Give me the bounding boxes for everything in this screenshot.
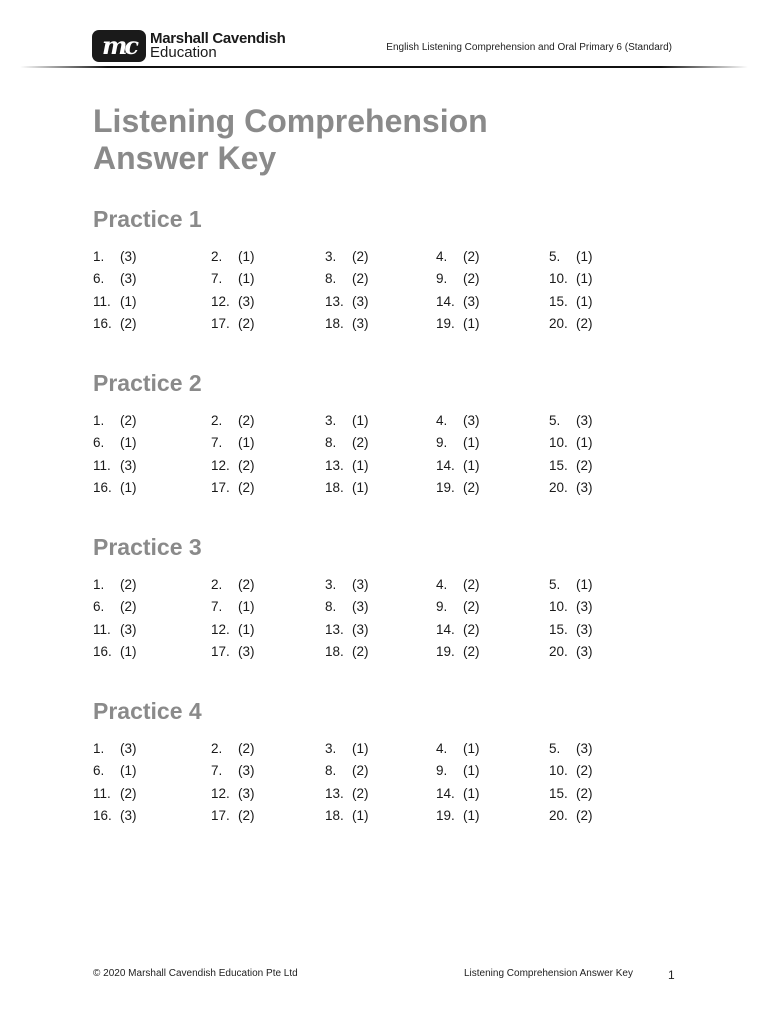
answer-option: (3) [120, 248, 137, 264]
answer-item [93, 737, 211, 760]
answer-option: (2) [120, 785, 137, 801]
answer-item [93, 641, 211, 664]
answer-item [211, 268, 325, 291]
question-number: 17. [211, 644, 230, 660]
answer-item [436, 313, 549, 336]
question-number: 7. [211, 599, 223, 615]
answer-option: (3) [463, 412, 480, 428]
answer-item [325, 409, 436, 432]
answer-option: (3) [352, 599, 369, 615]
answer-item [211, 618, 325, 641]
answer-item [436, 268, 549, 291]
answer-item [549, 477, 653, 500]
footer-copyright: © 2020 Marshall Cavendish Education Pte Ltd [93, 968, 298, 979]
answer-item [325, 596, 436, 619]
question-number: 1. [93, 576, 105, 592]
answer-item [211, 782, 325, 805]
question-number: 14. [436, 457, 455, 473]
question-number: 17. [211, 808, 230, 824]
question-number: 16. [93, 316, 112, 332]
answer-item [325, 245, 436, 268]
question-number: 1. [93, 412, 105, 428]
question-number: 18. [325, 644, 344, 660]
answer-item [211, 641, 325, 664]
answer-option: (2) [238, 412, 255, 428]
page-header [0, 0, 768, 72]
answer-item [549, 596, 653, 619]
answer-option: (1) [576, 435, 593, 451]
answer-option: (3) [238, 644, 255, 660]
answer-item [549, 573, 653, 596]
answer-grid [93, 409, 653, 499]
answer-item [93, 290, 211, 313]
question-number: 7. [211, 763, 223, 779]
question-number: 19. [436, 316, 455, 332]
answer-item [325, 618, 436, 641]
answer-option: (1) [463, 785, 480, 801]
answer-option: (3) [576, 599, 593, 615]
answer-item [211, 409, 325, 432]
question-number: 3. [325, 248, 337, 264]
question-number: 5. [549, 412, 561, 428]
footer-document-name: Listening Comprehension Answer Key [464, 968, 633, 979]
question-number: 19. [436, 644, 455, 660]
answer-option: (2) [576, 763, 593, 779]
answer-option: (1) [352, 412, 369, 428]
answer-item [211, 432, 325, 455]
question-number: 4. [436, 248, 448, 264]
publisher-logo [92, 30, 285, 62]
question-number: 2. [211, 412, 223, 428]
question-number: 2. [211, 248, 223, 264]
question-number: 7. [211, 435, 223, 451]
question-number: 10. [549, 435, 568, 451]
answer-item [549, 290, 653, 313]
answer-option: (1) [120, 644, 137, 660]
answer-item [325, 737, 436, 760]
answer-option: (1) [576, 271, 593, 287]
question-number: 11. [93, 293, 111, 309]
answer-item [549, 782, 653, 805]
question-number: 15. [549, 621, 568, 637]
answer-option: (1) [120, 763, 137, 779]
answer-item [549, 432, 653, 455]
question-number: 7. [211, 271, 223, 287]
answer-item [436, 760, 549, 783]
question-number: 11. [93, 621, 111, 637]
question-number: 5. [549, 248, 561, 264]
question-number: 20. [549, 644, 568, 660]
question-number: 20. [549, 808, 568, 824]
answer-option: (1) [576, 576, 593, 592]
question-number: 20. [549, 316, 568, 332]
answer-option: (1) [576, 293, 593, 309]
answer-item [436, 573, 549, 596]
answer-option: (2) [238, 457, 255, 473]
practice-section [93, 205, 653, 335]
answer-item [436, 409, 549, 432]
answer-item [549, 268, 653, 291]
answer-option: (2) [238, 740, 255, 756]
answer-item [549, 409, 653, 432]
answer-item [436, 641, 549, 664]
answer-item [436, 245, 549, 268]
answer-item [436, 782, 549, 805]
answer-option: (2) [463, 599, 480, 615]
practice-section [93, 533, 653, 663]
answer-item [93, 573, 211, 596]
question-number: 1. [93, 740, 105, 756]
question-number: 6. [93, 599, 105, 615]
answer-option: (1) [463, 316, 480, 332]
question-number: 4. [436, 576, 448, 592]
question-number: 17. [211, 480, 230, 496]
answer-option: (2) [352, 785, 369, 801]
answer-option: (2) [576, 316, 593, 332]
answer-item [325, 805, 436, 828]
answer-option: (2) [463, 271, 480, 287]
answer-item [436, 432, 549, 455]
section-heading: Practice 1 [93, 206, 202, 232]
answer-item [549, 454, 653, 477]
answer-item [549, 641, 653, 664]
answer-option: (2) [463, 621, 480, 637]
answer-option: (1) [120, 435, 137, 451]
book-title: English Listening Comprehension and Oral Primary 6 (Standard) [386, 42, 672, 53]
answer-item [211, 313, 325, 336]
question-number: 11. [93, 785, 111, 801]
answer-option: (2) [463, 576, 480, 592]
answer-option: (3) [576, 412, 593, 428]
answer-item [436, 596, 549, 619]
answer-grid [93, 737, 653, 827]
answer-option: (3) [463, 293, 480, 309]
question-number: 10. [549, 271, 568, 287]
question-number: 13. [325, 293, 344, 309]
answer-option: (3) [120, 808, 137, 824]
page-number: 1 [668, 968, 675, 982]
question-number: 5. [549, 740, 561, 756]
answer-item [93, 760, 211, 783]
answer-item [325, 573, 436, 596]
question-number: 11. [93, 457, 111, 473]
answer-option: (2) [238, 480, 255, 496]
question-number: 16. [93, 644, 112, 660]
question-number: 5. [549, 576, 561, 592]
question-number: 8. [325, 435, 337, 451]
answer-option: (1) [352, 740, 369, 756]
answer-item [549, 313, 653, 336]
answer-item [549, 760, 653, 783]
question-number: 18. [325, 808, 344, 824]
answer-item [549, 805, 653, 828]
answer-item [436, 805, 549, 828]
answer-item [211, 477, 325, 500]
answer-option: (2) [576, 785, 593, 801]
answer-option: (3) [120, 271, 137, 287]
answer-option: (1) [238, 621, 255, 637]
answer-option: (3) [352, 293, 369, 309]
answer-item [325, 477, 436, 500]
answer-item [93, 618, 211, 641]
answer-item [436, 454, 549, 477]
question-number: 6. [93, 763, 105, 779]
answer-item [93, 432, 211, 455]
answer-option: (2) [463, 644, 480, 660]
question-number: 15. [549, 293, 568, 309]
question-number: 3. [325, 412, 337, 428]
answer-item [93, 409, 211, 432]
answer-item [325, 432, 436, 455]
question-number: 3. [325, 740, 337, 756]
answer-item [436, 290, 549, 313]
answer-item [93, 245, 211, 268]
answer-item [211, 454, 325, 477]
answer-item [93, 782, 211, 805]
question-number: 15. [549, 785, 568, 801]
question-number: 3. [325, 576, 337, 592]
question-number: 9. [436, 435, 448, 451]
question-number: 13. [325, 457, 344, 473]
answer-item [211, 805, 325, 828]
question-number: 2. [211, 740, 223, 756]
question-number: 14. [436, 293, 455, 309]
question-number: 12. [211, 293, 230, 309]
question-number: 19. [436, 808, 455, 824]
answer-option: (2) [120, 316, 137, 332]
question-number: 2. [211, 576, 223, 592]
question-number: 17. [211, 316, 230, 332]
answer-option: (3) [120, 740, 137, 756]
question-number: 4. [436, 412, 448, 428]
answer-option: (2) [238, 808, 255, 824]
question-number: 6. [93, 435, 105, 451]
answer-option: (2) [238, 576, 255, 592]
answer-item [93, 477, 211, 500]
question-number: 20. [549, 480, 568, 496]
answer-option: (1) [463, 740, 480, 756]
answer-option: (1) [463, 435, 480, 451]
answer-option: (3) [238, 763, 255, 779]
answer-option: (2) [238, 316, 255, 332]
question-number: 18. [325, 480, 344, 496]
answer-option: (1) [238, 599, 255, 615]
question-number: 4. [436, 740, 448, 756]
practice-section [93, 697, 653, 827]
logo-text [150, 32, 285, 60]
answer-option: (2) [576, 457, 593, 473]
page-title-line1: Listening Comprehension [93, 103, 488, 139]
answer-option: (2) [352, 644, 369, 660]
answer-item [436, 737, 549, 760]
answer-item [436, 477, 549, 500]
answer-item [325, 290, 436, 313]
answer-option: (3) [352, 316, 369, 332]
question-number: 8. [325, 763, 337, 779]
section-heading: Practice 4 [93, 698, 202, 724]
page-title-line2: Answer Key [93, 140, 277, 176]
answer-item [93, 268, 211, 291]
question-number: 10. [549, 599, 568, 615]
answer-item [93, 596, 211, 619]
answer-item [436, 618, 549, 641]
question-number: 9. [436, 271, 448, 287]
answer-option: (1) [463, 808, 480, 824]
answer-grid [93, 573, 653, 663]
answer-option: (1) [463, 763, 480, 779]
answer-grid [93, 245, 653, 335]
answer-option: (1) [352, 480, 369, 496]
section-heading: Practice 3 [93, 534, 202, 560]
answer-option: (3) [120, 621, 137, 637]
answer-item [93, 313, 211, 336]
section-heading: Practice 2 [93, 370, 202, 396]
answer-option: (2) [352, 763, 369, 779]
answer-item [549, 245, 653, 268]
answer-option: (1) [238, 271, 255, 287]
answer-item [549, 737, 653, 760]
answer-option: (2) [463, 480, 480, 496]
question-number: 18. [325, 316, 344, 332]
question-number: 15. [549, 457, 568, 473]
question-number: 6. [93, 271, 105, 287]
answer-option: (2) [352, 271, 369, 287]
answer-item [211, 290, 325, 313]
answer-item [211, 596, 325, 619]
question-number: 1. [93, 248, 105, 264]
answer-item [325, 268, 436, 291]
answer-item [211, 573, 325, 596]
answer-item [93, 454, 211, 477]
answer-option: (2) [352, 435, 369, 451]
answer-option: (3) [576, 644, 593, 660]
logo-publisher-name: Marshall Cavendish [150, 30, 286, 47]
mc-logo-icon: mc [92, 30, 146, 62]
answer-item [325, 641, 436, 664]
answer-option: (3) [352, 621, 369, 637]
answer-option: (3) [576, 621, 593, 637]
answer-item [93, 805, 211, 828]
answer-option: (2) [120, 412, 137, 428]
answer-option: (2) [120, 576, 137, 592]
question-number: 19. [436, 480, 455, 496]
answer-option: (3) [576, 480, 593, 496]
answer-option: (2) [576, 808, 593, 824]
logo-publisher-division: Education [150, 44, 217, 61]
answer-option: (3) [352, 576, 369, 592]
page-title [93, 103, 488, 177]
answer-option: (1) [120, 293, 137, 309]
answer-option: (1) [352, 808, 369, 824]
question-number: 13. [325, 621, 344, 637]
answer-option: (2) [352, 248, 369, 264]
answer-item [325, 313, 436, 336]
answer-item [211, 737, 325, 760]
answer-item [211, 245, 325, 268]
question-number: 16. [93, 808, 112, 824]
answer-option: (3) [120, 457, 137, 473]
question-number: 13. [325, 785, 344, 801]
answer-option: (1) [238, 435, 255, 451]
question-number: 9. [436, 599, 448, 615]
answer-option: (1) [463, 457, 480, 473]
answer-option: (3) [238, 293, 255, 309]
question-number: 12. [211, 621, 230, 637]
practice-section [93, 369, 653, 499]
answer-item [325, 782, 436, 805]
answer-option: (3) [238, 785, 255, 801]
question-number: 14. [436, 621, 455, 637]
question-number: 12. [211, 457, 230, 473]
answer-item [325, 454, 436, 477]
answer-option: (2) [463, 248, 480, 264]
answer-option: (1) [352, 457, 369, 473]
answer-item [211, 760, 325, 783]
answer-option: (1) [576, 248, 593, 264]
answer-option: (3) [576, 740, 593, 756]
question-number: 12. [211, 785, 230, 801]
answer-option: (1) [238, 248, 255, 264]
header-divider [20, 66, 748, 68]
question-number: 14. [436, 785, 455, 801]
question-number: 9. [436, 763, 448, 779]
answer-item [549, 618, 653, 641]
question-number: 16. [93, 480, 112, 496]
answer-option: (2) [120, 599, 137, 615]
question-number: 8. [325, 599, 337, 615]
answer-option: (1) [120, 480, 137, 496]
question-number: 8. [325, 271, 337, 287]
answer-item [325, 760, 436, 783]
question-number: 10. [549, 763, 568, 779]
